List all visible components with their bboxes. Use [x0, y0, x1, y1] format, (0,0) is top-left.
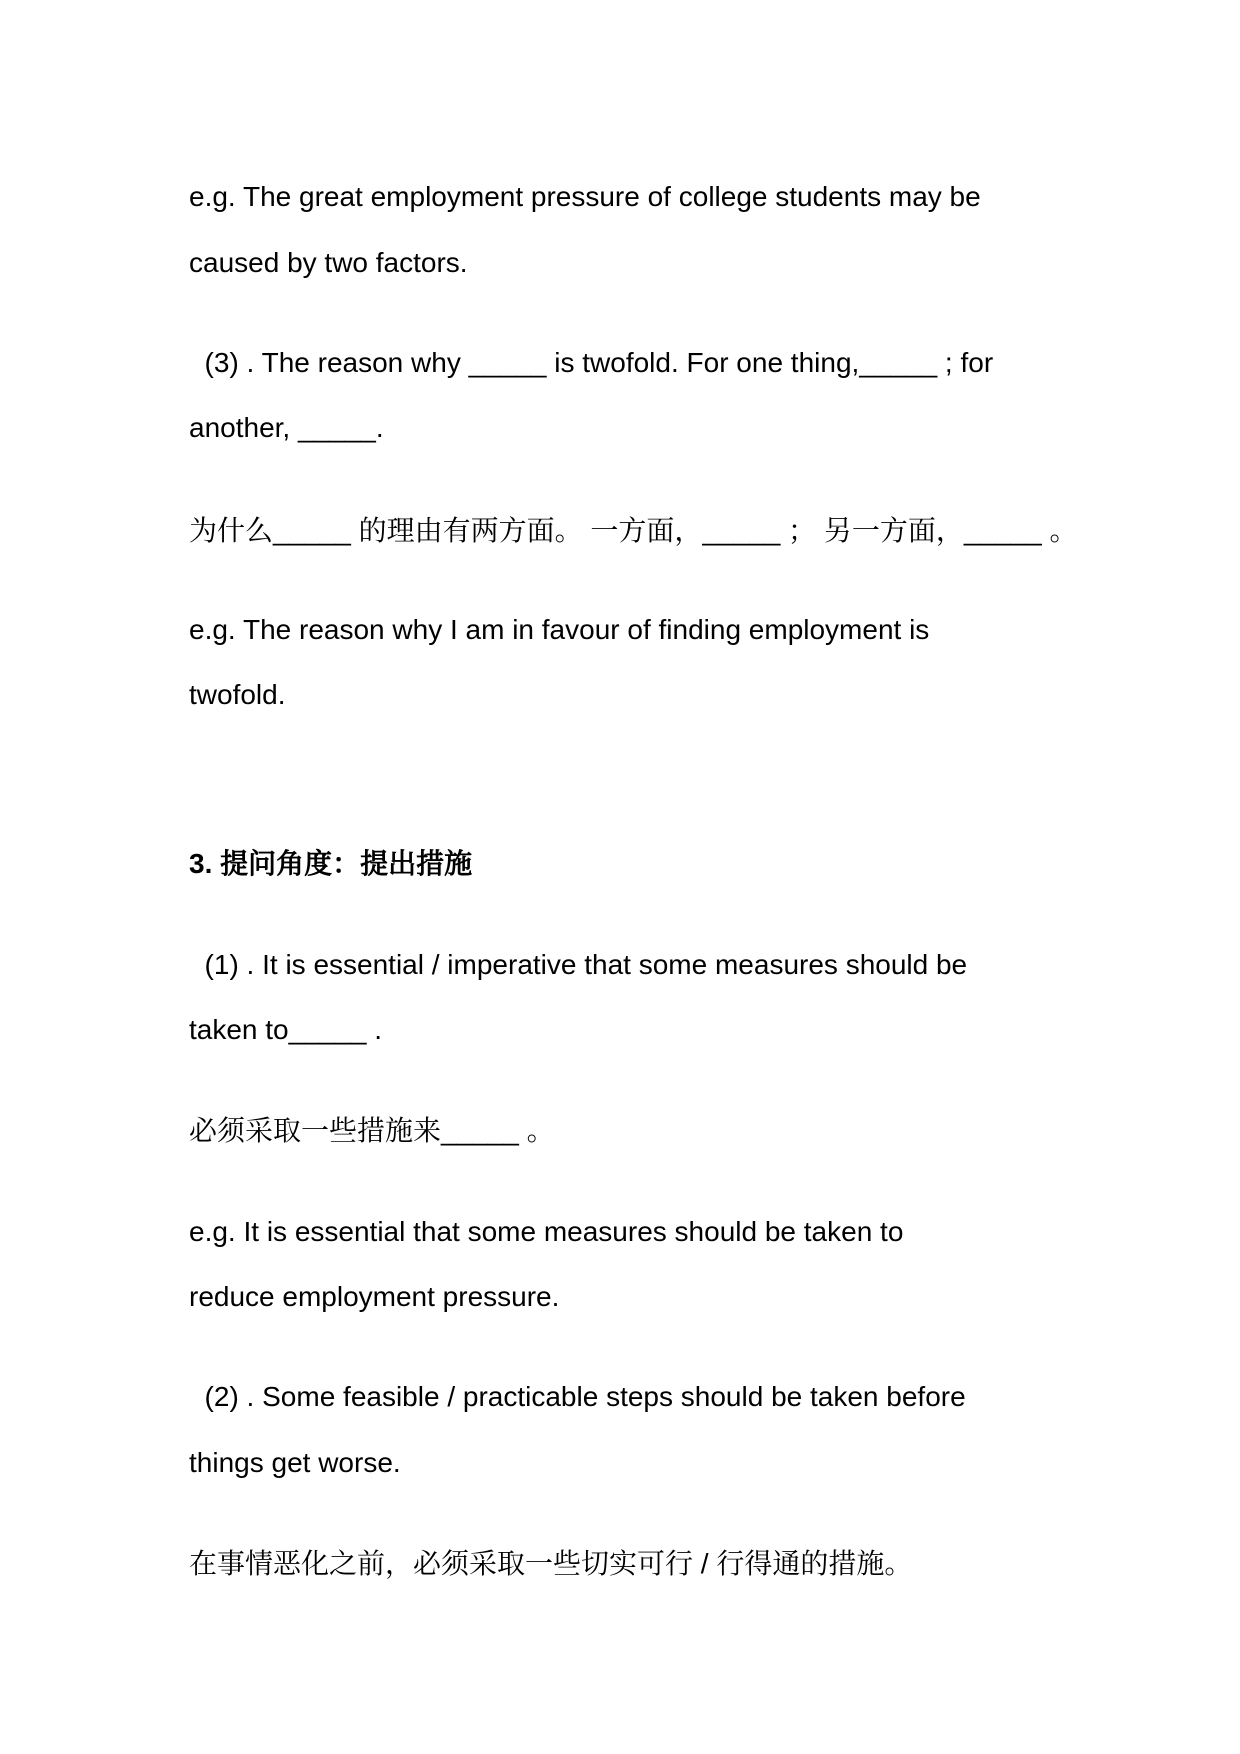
pattern-sentence: another, _____. — [189, 412, 384, 443]
pattern-sentence: (2) . Some feasible / practicable steps should be taken before — [189, 1381, 966, 1412]
translation: 必须采取一些措施来_____ 。 — [189, 1115, 555, 1146]
pattern-sentence: things get worse. — [189, 1447, 401, 1478]
pattern-sentence: taken to_____ . — [189, 1014, 383, 1045]
example-sentence: reduce employment pressure. — [189, 1281, 560, 1312]
section-heading: 3. 提问角度：提出措施 — [189, 848, 473, 879]
example-sentence: caused by two factors. — [189, 247, 468, 278]
example-sentence: twofold. — [189, 679, 286, 710]
pattern-sentence: (3) . The reason why _____ is twofold. For one thing,_____ ; for — [189, 347, 994, 378]
example-sentence: e.g. The great employment pressure of college students may be — [189, 181, 981, 212]
translation: 为什么_____ 的理由有两方面。 一方面，_____ ； 另一方面，_____ 。 — [189, 515, 1078, 546]
translation: 在事情恶化之前，必须采取一些切实可行 / 行得通的措施。 — [189, 1548, 913, 1579]
pattern-sentence: (1) . It is essential / imperative that some measures should be — [189, 949, 968, 980]
example-sentence: e.g. It is essential that some measures should be taken to — [189, 1216, 904, 1247]
example-sentence: e.g. The reason why I am in favour of finding employment is — [189, 614, 930, 645]
